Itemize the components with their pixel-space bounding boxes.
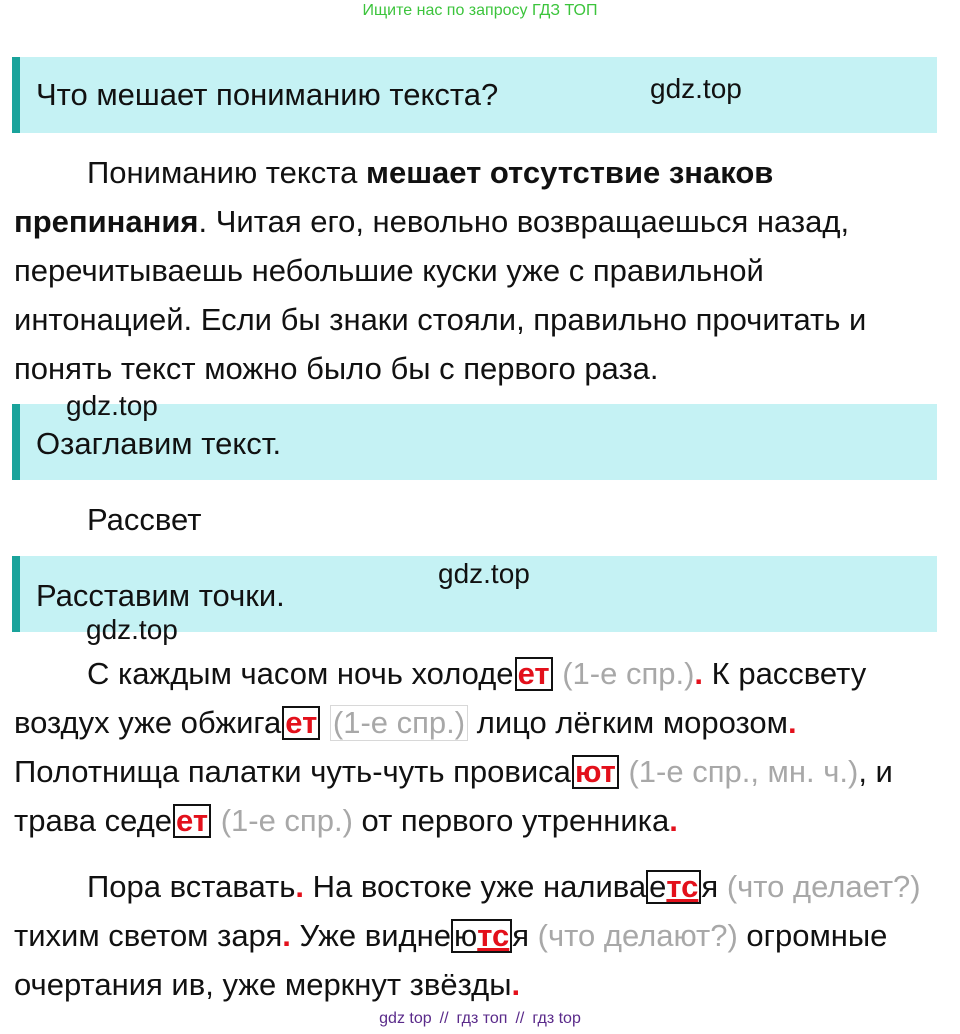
conjugation-note: (1-е спр.) — [330, 705, 468, 741]
section-title: Расставим точки. — [36, 578, 285, 613]
verb-ending: ют — [572, 755, 619, 789]
story-paragraph-2: Пора вставать. На востоке уже наливается (что делает?) тихим светом заря. Уже виднеются (что делают?) огромные очертания ив, уже меркнут звёзды. — [14, 869, 921, 1002]
question-note: (что делают?) — [537, 918, 738, 953]
conjugation-note: (1-е спр., мн. ч.) — [628, 754, 859, 789]
question-note: (что делает?) — [726, 869, 921, 904]
title-answer: Рассвет — [87, 502, 202, 537]
conjugation-note: (1-е спр.) — [562, 656, 695, 691]
watermark: gdz.top — [650, 73, 742, 104]
reflexive-verb-ending: ютс — [451, 919, 512, 953]
footer-item[interactable]: гдз топ — [456, 1010, 508, 1027]
footer-item[interactable]: гдз top — [532, 1010, 581, 1027]
conjugation-note: (1-е спр.) — [220, 803, 353, 838]
top-banner: Ищите нас по запросу ГДЗ ТОП — [362, 2, 598, 19]
section-title: Что мешает пониманию текста? — [36, 77, 499, 112]
section-bar-question — [12, 57, 937, 133]
key-phrase: мешает отсутствие знаков препинания — [14, 155, 774, 239]
footer-item[interactable]: gdz top — [379, 1010, 432, 1027]
footer-links: gdz top // гдз топ // гдз top — [379, 1010, 581, 1027]
watermark: gdz.top — [86, 614, 178, 645]
story-paragraph-1: С каждым часом ночь холоде ет (1-е спр.). К рассвету воздух уже обжига ет (1-е спр.) лицо лёгким морозом. Полотнища палатки чуть-чуть провиса ют (1-е спр., мн. ч.), и трава седе ет (1-е спр.) от первого утренника. — [14, 656, 893, 838]
watermark: gdz.top — [438, 558, 530, 589]
verb-ending: ет — [173, 804, 211, 838]
verb-ending: ет — [282, 706, 320, 740]
verb-ending: ет — [515, 657, 553, 691]
watermark: gdz.top — [66, 390, 158, 421]
section-title: Озаглавим текст. — [36, 426, 282, 461]
answer-paragraph: Пониманию текста мешает отсутствие знаков препинания. Читая его, невольно возвращаешься назад, перечитываешь небольшие куски уже с правильной интонацией. Если бы знаки стояли, правильно прочитать и понять текст можно было бы с первого раза. — [14, 155, 867, 386]
reflexive-verb-ending: етс — [646, 870, 701, 904]
